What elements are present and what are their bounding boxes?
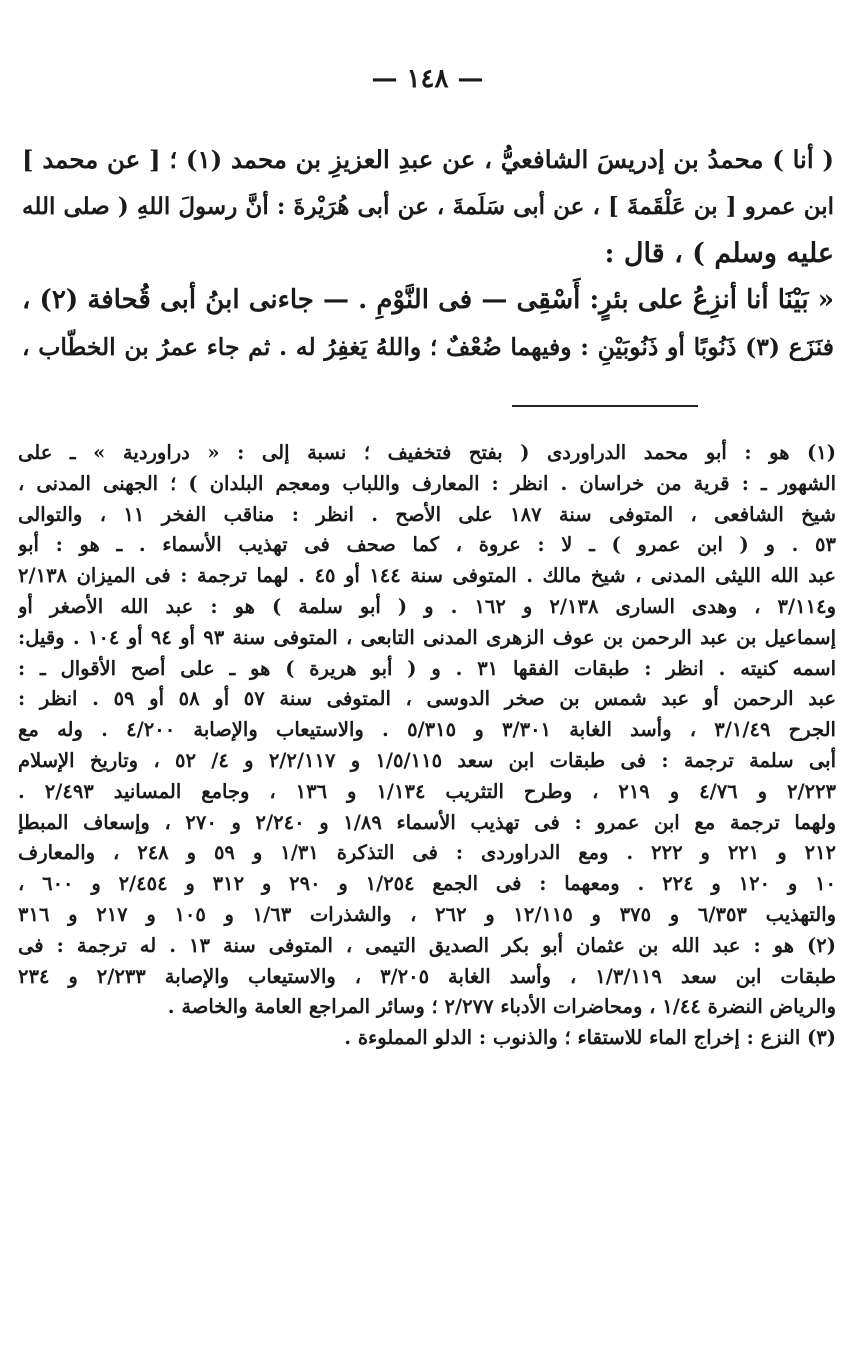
footnote-line: والتهذيب ٦/٣٥٣ و ٣٧٥ و ١٢/١١٥ و ٢٦٢ ، والشذرات ١/٦٣ و ١٠٥ و ٢١٧ و ٣١٦ — [18, 902, 836, 926]
footnote-line: عبد الله الليثى المدنى ، شيخ مالك . المتوفى سنة ١٤٤ أو ٤٥ . لهما ترجمة : فى الميزان ٢/١٣٨ — [18, 564, 836, 588]
footnote-line: الشهور ـ : قرية من خراسان . انظر : المعارف واللباب ومعجم البلدان ) ؛ الجهنى المدنى ، — [18, 471, 836, 495]
main-text-line: « بَيْنَا أنا أنزِعُ على بئرٍ: أَسْقِى — فى النَّوْمِ . — جاءنى ابنُ أبى قُحافة (٢) ، — [22, 285, 834, 315]
footnote-line: و٣/١١٤ ، وهدى السارى ٢/١٣٨ و ١٦٢ . و ( أبو سلمة ) هو : عبد الله الأصغر أو — [18, 594, 836, 618]
main-text-line: فنَزَع (٣) ذَنُوبًا أو ذَنُوبَيْنِ : وفيهما ضُعْفٌ ؛ واللهُ يَغفِرُ له . ثم جاء عمرُ بن الخطّاب ، — [22, 333, 834, 361]
footnote-separator — [512, 405, 698, 407]
footnote-line: ١٠ و ١٢٠ و ٢٢٤ . ومعهما : فى الجمع ١/٢٥٤ و ٢٩٠ و ٣١٢ و ٢/٤٥٤ و ٦٠٠ ، — [18, 872, 836, 896]
footnote-line: الجرح ٣/١/٤٩ ، وأسد الغابة ٣/٣٠١ و ٥/٣١٥ . والاستيعاب والإصابة ٤/٢٠٠ . وله مع — [18, 718, 836, 742]
footnote-line: إسماعيل بن عبد الرحمن بن عوف الزهرى المدنى التابعى ، المتوفى سنة ٩٣ أو ٩٤ أو ١٠٤ . وقيل: — [18, 625, 836, 649]
footnote-line: ٥٣ . و ( ابن عمرو ) ـ لا : عروة ، كما صحف فى تهذيب الأسماء . ـ هو : أبو — [18, 533, 836, 557]
main-text-line: ( أنا ) محمدُ بن إدريسَ الشافعيُّ ، عن عبدِ العزيزِ بن محمد (١) ؛ [ عن محمد ] — [22, 145, 834, 174]
footnote-line: اسمه كنيته . انظر : طبقات الفقها ٣١ . و ( أبو هريرة ) هو ـ على أصح الأقوال ـ : — [18, 656, 836, 680]
footnote-line: عبد الرحمن أو عبد شمس بن صخر الدوسى ، المتوفى سنة ٥٧ أو ٥٨ أو ٥٩ . انظر : — [18, 687, 836, 711]
page-number: — ١٤٨ — — [371, 64, 484, 94]
main-text-line: ابن عمرو [ بن عَلْقَمةَ ] ، عن أبى سَلَمةَ ، عن أبى هُرَيْرةَ : أنَّ رسولَ اللهِ ( صلى الله — [22, 193, 834, 220]
footnote-line: والرياض النضرة ١/٤٤ ، ومحاضرات الأدباء ٢/٢٧٧ ؛ وسائر المراجع العامة والخاصة . — [167, 995, 836, 1019]
footnote-line: (١) هو : أبو محمد الدراوردى ( بفتح فتخفيف ؛ نسبة إلى : « دراوردية » ـ على — [18, 441, 836, 464]
footnote-line: (٣) النزع : إخراج الماء للاستقاء ؛ والذنوب : الدلو المملوءة . — [344, 1026, 836, 1050]
footnote-line: (٢) هو : عبد الله بن عثمان أبو بكر الصديق التيمى ، المتوفى سنة ١٣ . له ترجمة : فى — [18, 933, 836, 957]
footnote-line: شيخ الشافعى ، المتوفى سنة ١٨٧ على الأصح . انظر : مناقب الفخر ١١ ، والتوالى — [18, 502, 836, 526]
footnote-line: ٢/٢٢٣ و ٤/٧٦ و ٢١٩ ، وطرح التثريب ١/١٣٤ و ١٣٦ ، وجامع المسانيد ٢/٤٩٣ . — [18, 779, 836, 803]
footnote-line: أبى سلمة ترجمة : فى طبقات ابن سعد ١/٥/١١٥ و ٢/٢/١١٧ و ٤/ ٥٢ ، وتاريخ الإسلام — [18, 748, 836, 772]
footnote-line: طبقات ابن سعد ١/٣/١١٩ ، وأسد الغابة ٣/٢٠٥ ، والاستيعاب والإصابة ٢/٢٣٣ و ٢٣٤ — [18, 964, 836, 988]
main-text-line: عليه وسلم ) ، قال : — [604, 238, 834, 269]
footnotes — [18, 438, 836, 1054]
main-text — [22, 136, 834, 371]
footnote-line: ٢١٢ و ٢٢١ و ٢٢٢ . ومع الدراوردى : فى التذكرة ١/٣١ و ٥٩ و ٢٤٨ ، والمعارف — [18, 841, 836, 865]
footnote-line: ولهما ترجمة مع ابن عمرو : فى تهذيب الأسماء ١/٨٩ و ٢/٢٤٠ و ٢٧٠ ، وإسعاف المبطإ — [18, 810, 836, 834]
